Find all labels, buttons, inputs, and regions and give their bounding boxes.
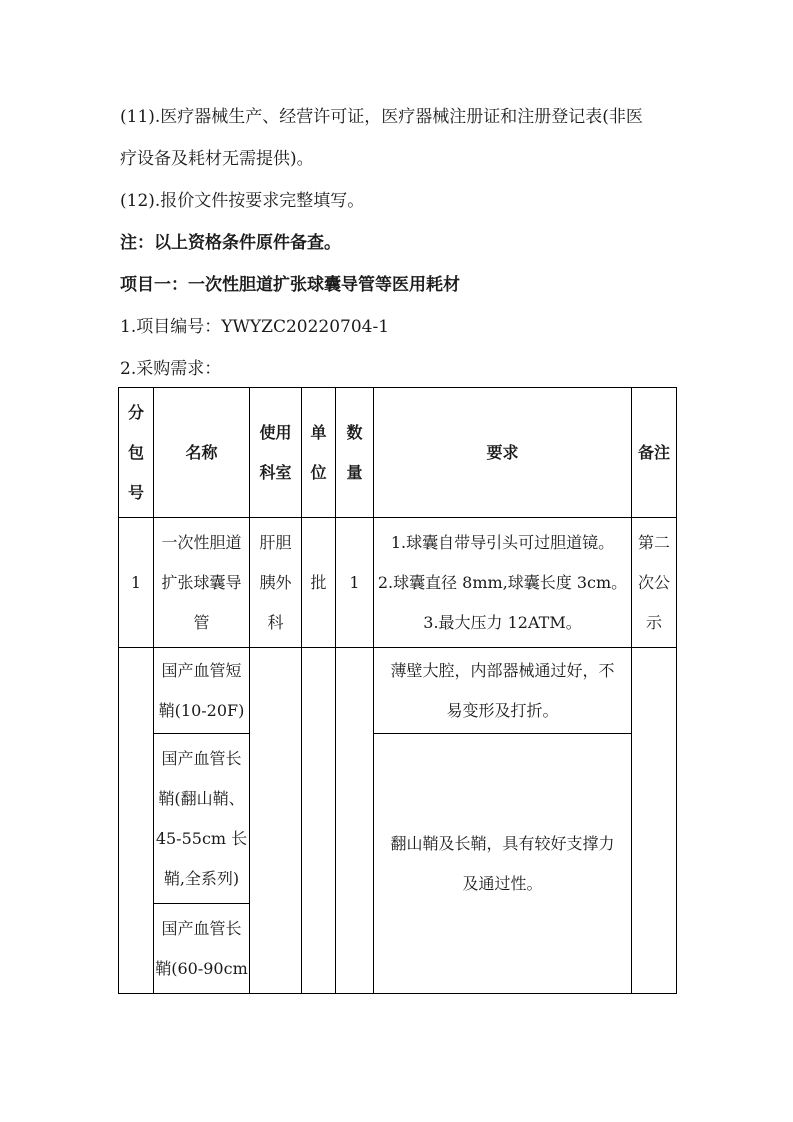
row2-requirement: 薄壁大腔，内部器械通过好，不 易变形及打折。 <box>374 648 632 734</box>
paragraph-12: (12).报价文件按要求完整填写。 <box>120 191 365 211</box>
row2-department-empty <box>250 648 302 994</box>
header-name: 名称 <box>154 388 250 518</box>
table-row <box>119 648 677 734</box>
row1-remark: 第二 次公 示 <box>632 518 677 648</box>
row1-unit: 批 <box>302 518 336 648</box>
row2-remark-empty <box>632 648 677 994</box>
table-header-row <box>119 388 677 518</box>
project-title: 项目一：一次性胆道扩张球囊导管等医用耗材 <box>120 275 460 295</box>
table-row <box>119 734 677 904</box>
row4-name: 国产血管长 鞘(60-90cm <box>154 904 250 994</box>
header-department: 使用 科室 <box>250 388 302 518</box>
row2-package-no-empty <box>119 648 154 994</box>
header-unit: 单 位 <box>302 388 336 518</box>
paragraph-11-line1: (11).医疗器械生产、经营许可证，医疗器械注册证和注册登记表(非医 <box>120 107 643 127</box>
header-quantity: 数 量 <box>336 388 374 518</box>
row2-quantity-empty <box>336 648 374 994</box>
requirements-table <box>118 387 677 994</box>
row1-package-no: 1 <box>119 518 154 648</box>
table-row <box>119 518 677 648</box>
row1-name: 一次性胆道 扩张球囊导 管 <box>154 518 250 648</box>
row1-requirement: 1.球囊自带导引头可过胆道镜。 2.球囊直径 8mm,球囊长度 3cm。 3.最大压力 12ATM。 <box>374 518 632 648</box>
row1-department: 肝胆 胰外 科 <box>250 518 302 648</box>
header-requirement: 要求 <box>374 388 632 518</box>
purchase-need-heading: 2.采购需求： <box>120 359 222 379</box>
row3-name: 国产血管长 鞘(翻山鞘、 45-55cm 长 鞘,全系列) <box>154 734 250 904</box>
row2-name: 国产血管短 鞘(10-20F) <box>154 648 250 734</box>
row1-quantity: 1 <box>336 518 374 648</box>
header-remark: 备注 <box>632 388 677 518</box>
row2-unit-empty <box>302 648 336 994</box>
header-package-no: 分 包 号 <box>119 388 154 518</box>
row3-requirement: 翻山鞘及长鞘，具有较好支撑力 及通过性。 <box>374 734 632 994</box>
note-text: 注：以上资格条件原件备查。 <box>120 233 341 253</box>
project-number: 1.项目编号：YWYZC20220704-1 <box>120 317 390 337</box>
paragraph-11-line2: 疗设备及耗材无需提供)。 <box>120 149 314 169</box>
